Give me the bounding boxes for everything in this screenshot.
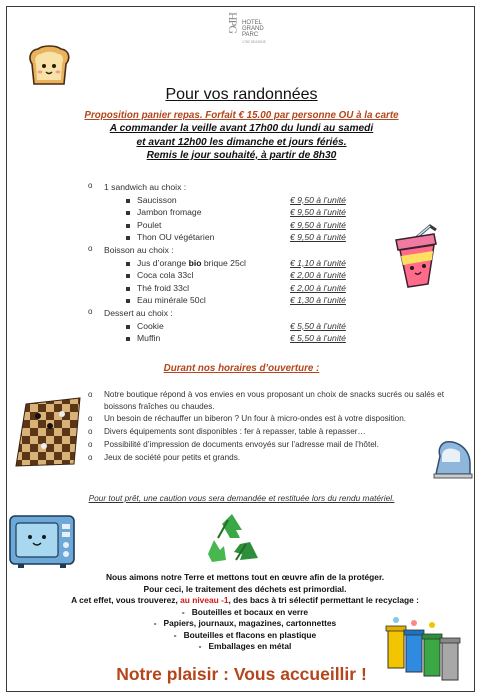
recycle-bullet: - Emballages en métal <box>198 641 292 651</box>
eco-line-1: Nous aimons notre Terre et mettons tout en œuvre afin de la protéger. <box>105 572 385 582</box>
menu-category-drink: o Boisson au choix : <box>88 244 368 257</box>
recycle-bullet: - Bouteilles et bocaux en verre <box>181 606 309 617</box>
recycling-info <box>70 572 420 653</box>
recycle-bullet: - Papiers, journaux, magazines, cartonnettes <box>153 618 337 628</box>
service-item: o Jeux de société pour petits et grands. <box>88 452 444 464</box>
service-item: o Possibilité d’impression de documents envoyés sur l’adresse mail de l’hôtel. <box>88 439 444 451</box>
toast-icon <box>26 44 72 88</box>
menu-price: € 9,50 à l’unité <box>290 219 346 230</box>
menu-category-sandwich: o 1 sandwich au choix : <box>88 181 368 194</box>
menu-item: Eau minérale 50cl € 1,30 à l’unité <box>88 294 368 307</box>
eco-line-2: Pour ceci, le traitement des déchets est primordial. <box>143 583 347 594</box>
recycle-icon <box>200 510 264 568</box>
eco-line-3: A cet effet, vous trouverez, au niveau -1, des bacs à tri sélectif permettant le recyclage : <box>71 595 419 605</box>
menu-price: € 9,50 à l’unité <box>290 194 346 205</box>
menu-price: € 2,00 à l’unité <box>290 270 346 281</box>
order-info <box>0 109 483 163</box>
menu-item: Jus d’orange bio brique 25cl € 1,10 à l’unité <box>88 257 368 270</box>
menu-item: Coca cola 33cl € 2,00 à l’unité <box>88 269 368 282</box>
menu-price: € 1,30 à l’unité <box>290 295 346 306</box>
menu-price: € 1,10 à l’unité <box>290 257 346 268</box>
services-list <box>88 389 444 465</box>
microwave-icon <box>8 512 76 570</box>
chess-board-icon <box>14 396 82 468</box>
menu-item: Saucisson € 9,50 à l’unité <box>88 194 368 207</box>
logo-name: HOTEL GRAND PARC <box>242 20 264 38</box>
menu-item: Thon OU végétarien € 9,50 à l’unité <box>88 231 368 244</box>
logo-monogram: HPG <box>226 12 240 34</box>
logo-subtitle: 1782 SEASIDE <box>242 40 266 44</box>
deposit-notice: Pour tout prêt, une caution vous sera demandée et restituée lors du rendu matériel. <box>88 493 395 503</box>
menu-price: € 5,50 à l’unité <box>290 320 346 331</box>
order-deadline-weekend: et avant 12h00 les dimanche et jours fériés. <box>136 136 347 148</box>
iron-icon <box>430 434 474 480</box>
service-item: o Divers équipements sont disponibles : fer à repasser, table à repasser… <box>88 426 444 438</box>
recycle-bullet: - Bouteilles et flacons en plastique <box>173 629 317 640</box>
menu-price: € 9,50 à l’unité <box>290 207 346 218</box>
drink-cup-icon <box>386 224 448 290</box>
menu-item: Poulet € 9,50 à l’unité <box>88 219 368 232</box>
pickup-time: Remis le jour souhaité, à partir de 8h30 <box>146 150 337 161</box>
menu-list <box>88 181 368 345</box>
footer-slogan: Notre plaisir : Vous accueillir ! <box>116 664 367 684</box>
level-highlight: au niveau -1 <box>180 595 229 605</box>
menu-price: € 5,50 à l’unité <box>290 333 346 344</box>
offer-line: Proposition panier repas. Forfait € 15.00 par personne OU à la carte <box>84 110 399 121</box>
service-item: o Un besoin de réchauffer un biberon ? Un four à micro-ondes est à votre disposition. <box>88 413 444 425</box>
page-title: Pour vos randonnées <box>165 86 318 103</box>
menu-category-dessert: o Dessert au choix : <box>88 307 368 320</box>
menu-item: Thé froid 33cl € 2,00 à l’unité <box>88 282 368 295</box>
service-item: o Notre boutique répond à vos envies en vous proposant un choix de snacks sucrés ou salés et boissons fraîches ou chaudes. <box>88 389 444 412</box>
menu-item: Cookie € 5,50 à l’unité <box>88 320 368 333</box>
hotel-logo <box>226 12 286 44</box>
opening-hours-title: Durant nos horaires d’ouverture : <box>163 363 320 374</box>
menu-price: € 2,00 à l’unité <box>290 282 346 293</box>
menu-item: Muffin € 5,50 à l’unité <box>88 332 368 345</box>
order-deadline-weekday: A commander la veille avant 17h00 du lundi au samedi <box>109 123 374 134</box>
menu-item: Jambon fromage € 9,50 à l’unité <box>88 206 368 219</box>
menu-price: € 9,50 à l’unité <box>290 232 346 243</box>
